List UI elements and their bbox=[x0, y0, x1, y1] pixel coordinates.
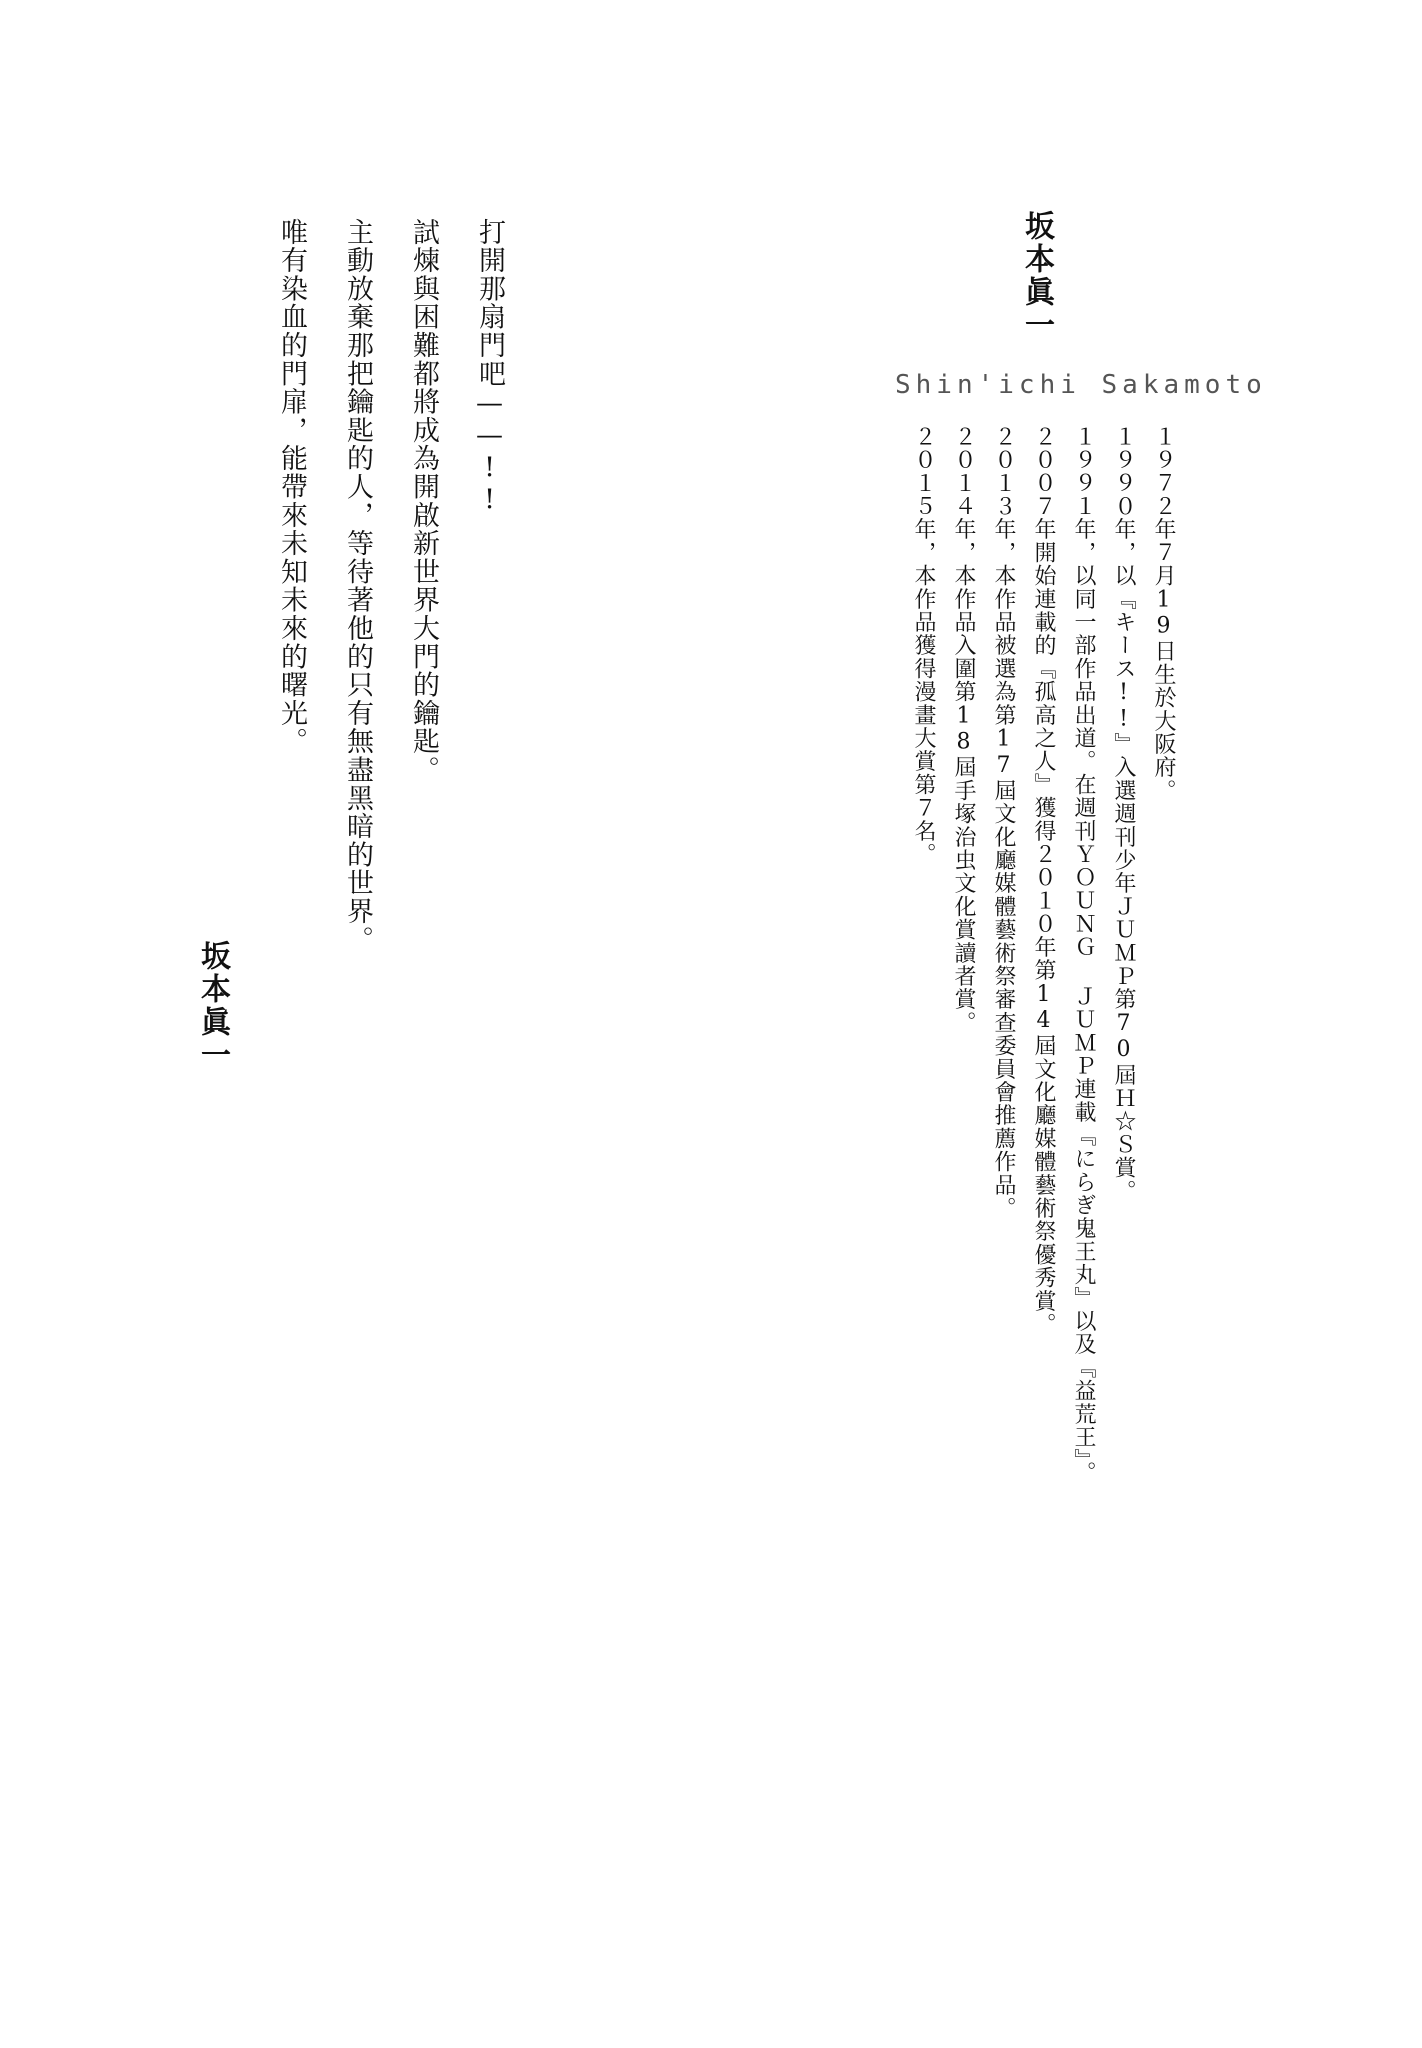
bio-line: １９７２年７月19日生於大阪府。 bbox=[1151, 425, 1176, 803]
bio-line: ２０１４年，本作品入圍第18屆手塚治虫文化賞讀者賞。 bbox=[951, 425, 976, 1035]
message-line: 打開那扇門吧——!! bbox=[474, 218, 505, 517]
message-line: 唯有染血的門扉，能帶來未知未來的曙光。 bbox=[276, 218, 307, 756]
author-signature: 坂本眞一 bbox=[195, 940, 230, 1072]
bio-line: １９９１年，以同一部作品出道。在週刊ＹＯＵＮＧ ＪＵＭＰ連載『にらぎ鬼王丸』以及『益荒王』。 bbox=[1071, 425, 1096, 1485]
bio-line: １９９０年，以『キース!!』入選週刊少年ＪＵＭＰ第70屆Ｈ☆Ｓ賞。 bbox=[1111, 425, 1136, 1203]
author-name-top: 坂本眞一 bbox=[1019, 210, 1054, 342]
bio-line: ２０１５年，本作品獲得漫畫大賞第７名。 bbox=[911, 425, 936, 866]
bio-line: ２００７年開始連載的『孤高之人』獲得２０１０年第14屆文化廳媒體藝術祭優秀賞。 bbox=[1031, 425, 1056, 1336]
message-line: 主動放棄那把鑰匙的人，等待著他的只有無盡黑暗的世界。 bbox=[342, 218, 373, 954]
author-romaji: Shin'ichi Sakamoto bbox=[895, 370, 1267, 400]
bio-line: ２０１３年，本作品被選為第17屆文化廳媒體藝術祭審查委員會推薦作品。 bbox=[991, 425, 1016, 1220]
message-line: 試煉與困難都將成為開啟新世界大門的鑰匙。 bbox=[408, 218, 439, 784]
